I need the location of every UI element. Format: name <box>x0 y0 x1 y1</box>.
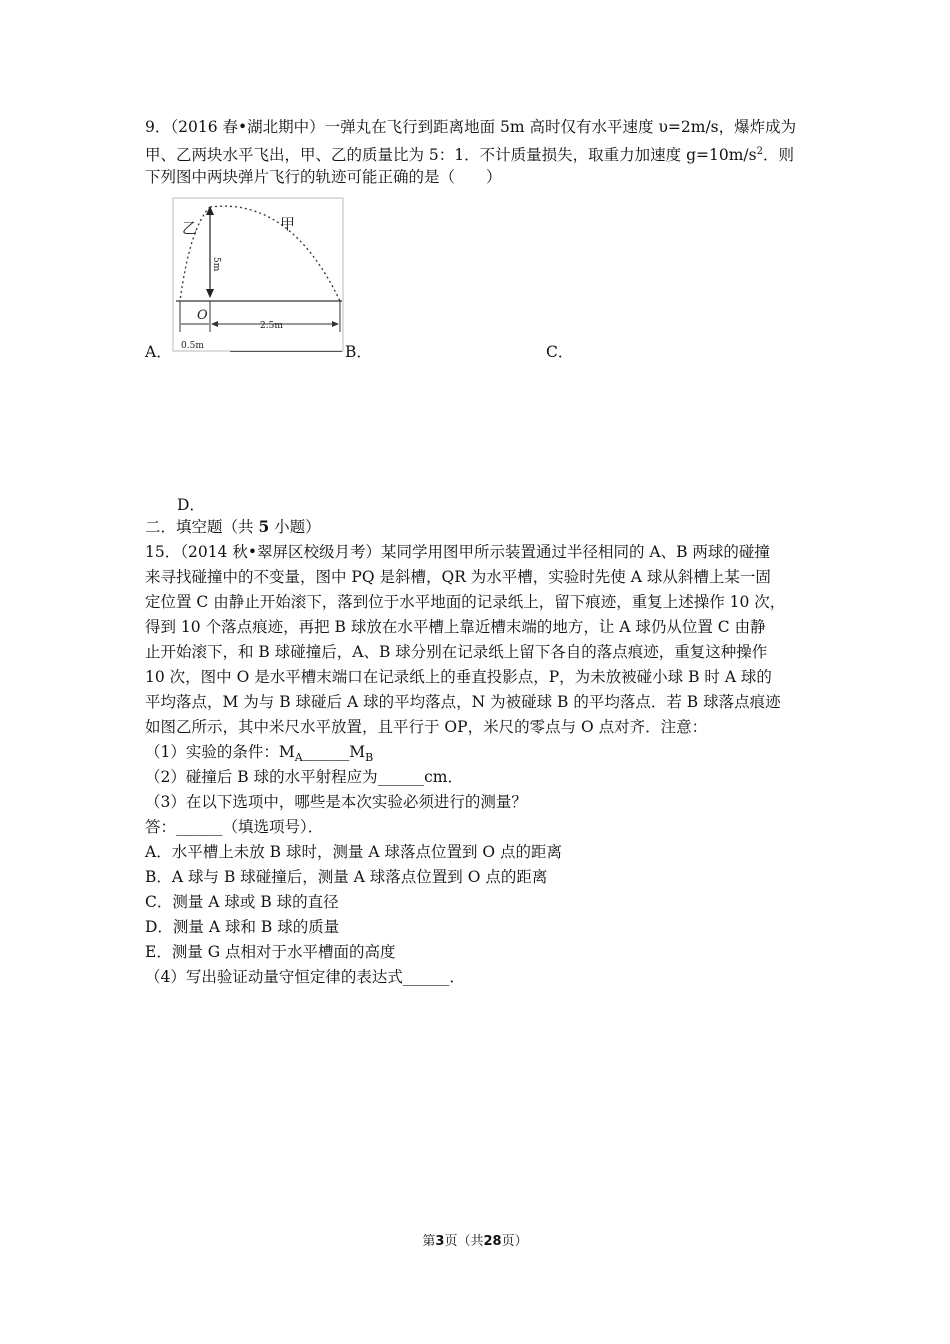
label-2-5m: 2.5m <box>260 321 283 331</box>
q15-choice: E．测量 G 点相对于水平槽面的高度 <box>145 943 396 961</box>
q15-answer: 答：______（填选项号）． <box>145 818 324 836</box>
q9-line3: 下列图中两块弹片飞行的轨迹可能正确的是（ ） <box>145 168 502 186</box>
q15-line: 来寻找碰撞中的不变量，图中 PQ 是斜槽，QR 为水平槽，实验时先使 A 球从斜槽上某一固 <box>145 568 771 586</box>
q15-line: 得到 10 个落点痕迹，再把 B 球放在水平槽上靠近槽末端的地方，让 A 球仍从位置 C 由静 <box>145 618 766 636</box>
q9-line2 <box>145 142 794 165</box>
q15-sub1-mid: ______M <box>302 743 366 761</box>
q15-choice: D．测量 A 球和 B 球的质量 <box>145 918 340 936</box>
q15-line: 定位置 C 由静止开始滚下，落到位于水平地面的记录纸上，留下痕迹，重复上述操作 10 次， <box>145 593 786 611</box>
label-jia: 甲 <box>280 215 296 233</box>
label-o: O <box>197 308 208 323</box>
footer-mid: 页（共 <box>444 1234 484 1249</box>
q9-line2-text: 甲、乙两块水平飞出，甲、乙的质量比为 5：1．不计质量损失，取重力加速度 g=10m/s <box>145 146 757 165</box>
q15-line: 平均落点，M 为与 B 球碰后 A 球的平均落点，N 为被碰球 B 的平均落点．若 B 球落点痕迹 <box>145 693 781 711</box>
q15-sub1-pre: （1）实验的条件：M <box>145 743 295 761</box>
footer-page: 3 <box>435 1234 445 1249</box>
page-footer <box>0 1230 950 1249</box>
figure-underline <box>230 351 342 352</box>
q15-sub3: （3）在以下选项中，哪些是本次实验必须进行的测量？ <box>145 793 527 811</box>
q15-line: 如图乙所示，其中米尺水平放置，且平行于 OP，米尺的零点与 O 点对齐．注意： <box>145 718 708 736</box>
footer-total: 28 <box>483 1234 502 1249</box>
q15-choice: A．水平槽上未放 B 球时，测量 A 球落点位置到 O 点的距离 <box>145 843 563 861</box>
q15-line: 15．（2014 秋•翠屏区校级月考）某同学用图甲所示装置通过半径相同的 A、B 两球的碰撞 <box>145 543 770 561</box>
figure-border <box>173 198 343 351</box>
q15-sub1-a: A <box>294 751 303 765</box>
section-heading-post: 小题） <box>269 518 321 536</box>
q15-sub1 <box>145 742 373 768</box>
label-5m: 5m <box>211 257 221 272</box>
q15-sub2: （2）碰撞后 B 球的水平射程应为______cm． <box>145 768 463 786</box>
option-a: A． <box>145 343 172 361</box>
q15-sub4: （4）写出验证动量守恒定律的表达式______． <box>145 968 465 986</box>
footer-post: 页） <box>501 1234 528 1249</box>
q15-line: 止开始滚下，和 B 球碰撞后，A、B 球分别在记录纸上留下各自的落点痕迹，重复这种操作 <box>145 643 768 661</box>
q9-line1: 9．（2016 春•湖北期中）一弹丸在飞行到距离地面 5m 高时仅有水平速度 υ=2m/s，爆炸成为 <box>145 118 797 136</box>
q15-choice: C．测量 A 球或 B 球的直径 <box>145 893 339 911</box>
label-0-5m: 0.5m <box>181 341 204 351</box>
section-heading-num: 5 <box>258 517 270 536</box>
q9-line2-sup: 2 <box>756 146 763 157</box>
option-d: D． <box>177 496 205 514</box>
footer-pre: 第 <box>422 1234 436 1249</box>
label-yi: 乙 <box>182 219 198 237</box>
q15-line: 10 次，图中 O 是水平槽末端口在记录纸上的垂直投影点，P，为未放被碰小球 B 时 A 球的 <box>145 668 772 686</box>
q15-choice: B．A 球与 B 球碰撞后，测量 A 球落点位置到 O 点的距离 <box>145 868 548 886</box>
option-b: B． <box>345 343 372 361</box>
q9-line2-end: ．则 <box>762 146 794 165</box>
section-heading-pre: 二．填空题（共 <box>145 518 259 536</box>
option-c: C． <box>546 343 574 361</box>
trajectory-figure <box>170 197 345 353</box>
section-heading <box>145 517 321 537</box>
q15-sub1-b: B <box>365 751 374 765</box>
